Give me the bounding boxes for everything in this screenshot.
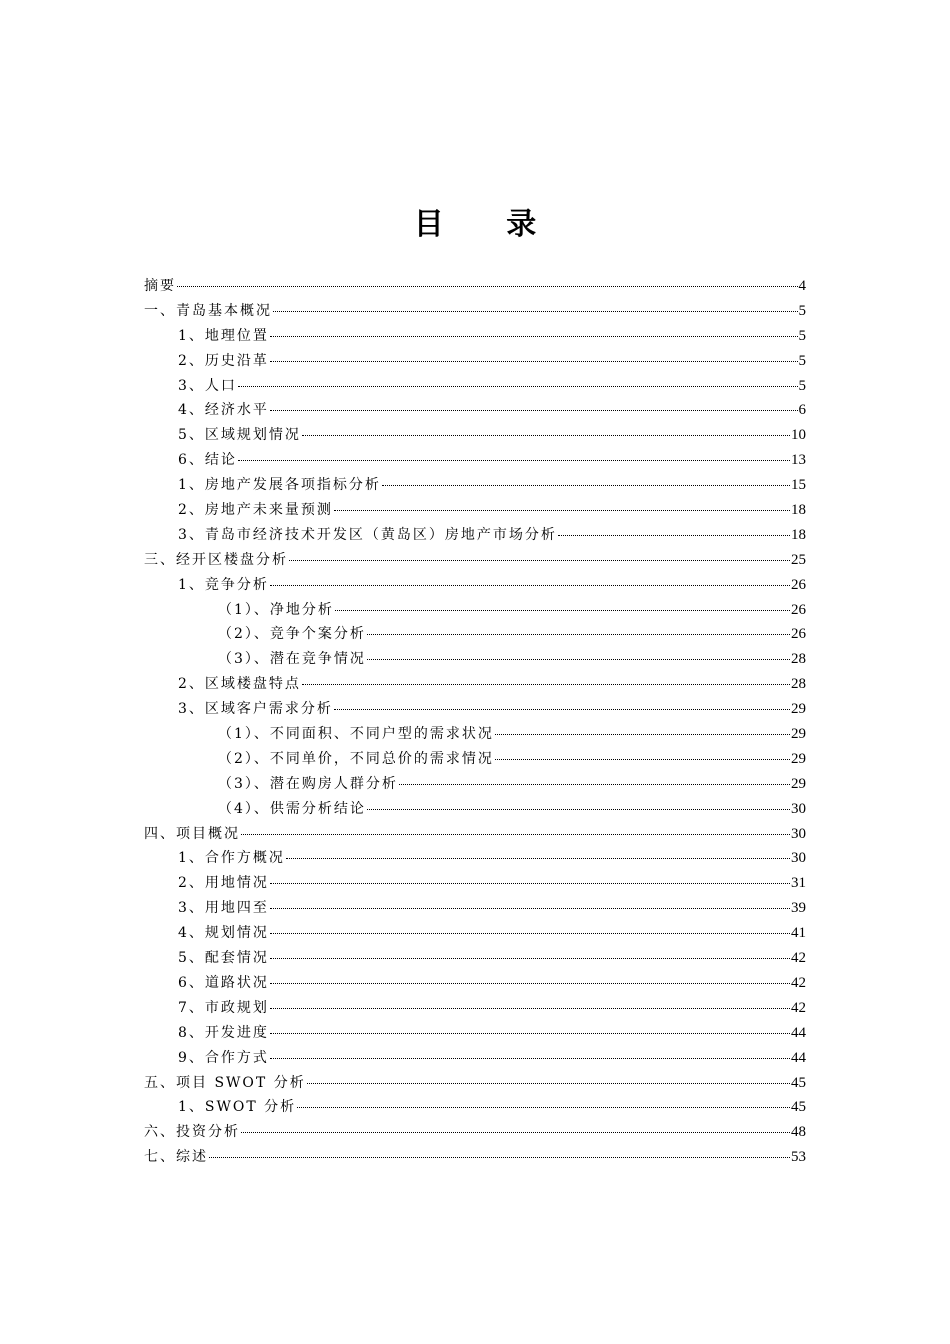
- dot-leader: [334, 709, 790, 710]
- dot-leader: [286, 858, 790, 859]
- toc-entry-page-number: 28: [791, 676, 806, 693]
- dot-leader: [270, 908, 790, 909]
- toc-entry[interactable]: [144, 573, 806, 598]
- toc-entry-label: （3）、潜在购房人群分析: [218, 775, 398, 792]
- toc-entry-label: 2、区域楼盘特点: [178, 676, 301, 693]
- toc-entry-label: （2）、竞争个案分析: [218, 626, 366, 643]
- toc-entry[interactable]: [144, 996, 806, 1021]
- table-of-contents: [144, 274, 806, 1170]
- toc-entry-page-number: 26: [791, 601, 806, 618]
- toc-entry-label: 4、经济水平: [178, 402, 269, 419]
- toc-entry-page-number: 6: [798, 402, 806, 419]
- toc-entry[interactable]: [144, 523, 806, 548]
- toc-entry-page-number: 13: [791, 452, 806, 469]
- toc-entry-page-number: 26: [791, 626, 806, 643]
- toc-entry-label: 6、结论: [178, 452, 237, 469]
- dot-leader: [270, 1058, 790, 1059]
- toc-entry-label: 7、市政规划: [178, 999, 269, 1016]
- toc-entry-page-number: 53: [791, 1149, 806, 1166]
- toc-entry[interactable]: [144, 722, 806, 747]
- toc-entry-label: 六、投资分析: [144, 1124, 240, 1141]
- toc-entry[interactable]: [144, 598, 806, 623]
- toc-entry-label: 6、道路状况: [178, 974, 269, 991]
- toc-entry-label: 1、地理位置: [178, 327, 269, 344]
- toc-entry[interactable]: [144, 846, 806, 871]
- dot-leader: [273, 311, 798, 312]
- toc-entry-label: 4、规划情况: [178, 925, 269, 942]
- dot-leader: [334, 510, 790, 511]
- toc-entry-label: 3、用地四至: [178, 900, 269, 917]
- toc-entry-label: 1、房地产发展各项指标分析: [178, 477, 381, 494]
- toc-entry-page-number: 29: [791, 701, 806, 718]
- toc-entry-label: 1、竞争分析: [178, 576, 269, 593]
- toc-entry-page-number: 10: [791, 427, 806, 444]
- toc-entry[interactable]: [144, 772, 806, 797]
- toc-entry-page-number: 5: [798, 377, 806, 394]
- dot-leader: [270, 410, 798, 411]
- toc-entry-page-number: 39: [791, 900, 806, 917]
- toc-entry-page-number: 26: [791, 576, 806, 593]
- dot-leader: [367, 634, 790, 635]
- toc-entry[interactable]: [144, 672, 806, 697]
- toc-entry[interactable]: [144, 747, 806, 772]
- dot-leader: [241, 1132, 790, 1133]
- toc-entry-page-number: 15: [791, 477, 806, 494]
- dot-leader: [367, 659, 790, 660]
- toc-entry[interactable]: [144, 871, 806, 896]
- toc-entry-page-number: 45: [791, 1074, 806, 1091]
- toc-entry[interactable]: [144, 274, 806, 299]
- dot-leader: [270, 361, 798, 362]
- toc-entry-label: 3、区域客户需求分析: [178, 701, 333, 718]
- dot-leader: [270, 883, 790, 884]
- toc-entry-page-number: 29: [791, 750, 806, 767]
- toc-entry[interactable]: [144, 971, 806, 996]
- dot-leader: [270, 1033, 790, 1034]
- dot-leader: [495, 734, 790, 735]
- toc-entry-label: （4）、供需分析结论: [218, 800, 366, 817]
- toc-entry-page-number: 42: [791, 950, 806, 967]
- toc-entry-page-number: 25: [791, 551, 806, 568]
- toc-entry[interactable]: [144, 448, 806, 473]
- toc-entry-page-number: 29: [791, 775, 806, 792]
- toc-entry-label: 3、人口: [178, 377, 237, 394]
- dot-leader: [238, 460, 790, 461]
- dot-leader: [270, 933, 790, 934]
- dot-leader: [558, 535, 790, 536]
- toc-entry-page-number: 48: [791, 1124, 806, 1141]
- toc-entry[interactable]: [144, 1021, 806, 1046]
- toc-entry[interactable]: [144, 822, 806, 847]
- toc-entry-label: 9、合作方式: [178, 1049, 269, 1066]
- toc-entry[interactable]: [144, 921, 806, 946]
- toc-entry-label: 1、合作方概况: [178, 850, 285, 867]
- dot-leader: [270, 1008, 790, 1009]
- toc-entry-label: 1、SWOT 分析: [178, 1099, 297, 1116]
- toc-entry-label: 四、项目概况: [144, 825, 240, 842]
- toc-entry-page-number: 4: [798, 278, 806, 294]
- dot-leader: [399, 784, 790, 785]
- toc-entry[interactable]: [144, 896, 806, 921]
- toc-entry[interactable]: [144, 946, 806, 971]
- toc-entry-page-number: 5: [798, 327, 806, 344]
- toc-entry-label: 3、青岛市经济技术开发区（黄岛区）房地产市场分析: [178, 526, 557, 543]
- toc-entry-page-number: 44: [791, 1049, 806, 1066]
- toc-entry-label: 五、项目 SWOT 分析: [144, 1074, 306, 1091]
- toc-entry-page-number: 41: [791, 925, 806, 942]
- toc-entry-page-number: 30: [791, 800, 806, 817]
- toc-entry-page-number: 31: [791, 875, 806, 892]
- page-title: 目 录: [413, 207, 563, 242]
- toc-entry-page-number: 42: [791, 974, 806, 991]
- toc-entry-page-number: 28: [791, 651, 806, 668]
- dot-leader: [367, 809, 790, 810]
- toc-entry-page-number: 44: [791, 1024, 806, 1041]
- toc-entry[interactable]: [144, 697, 806, 722]
- dot-leader: [382, 485, 790, 486]
- toc-entry[interactable]: [144, 1046, 806, 1071]
- toc-entry[interactable]: [144, 548, 806, 573]
- toc-entry-label: 三、经开区楼盘分析: [144, 551, 288, 568]
- toc-entry[interactable]: [144, 1145, 806, 1170]
- dot-leader: [270, 958, 790, 959]
- toc-entry-page-number: 30: [791, 850, 806, 867]
- toc-entry-page-number: 42: [791, 999, 806, 1016]
- toc-entry[interactable]: [144, 1095, 806, 1120]
- dot-leader: [177, 286, 798, 287]
- toc-entry[interactable]: [144, 622, 806, 647]
- dot-leader: [297, 1107, 790, 1108]
- toc-entry[interactable]: [144, 423, 806, 448]
- toc-entry-label: 5、区域规划情况: [178, 427, 301, 444]
- toc-entry[interactable]: [144, 349, 806, 374]
- toc-entry[interactable]: [144, 299, 806, 324]
- toc-entry-page-number: 30: [791, 825, 806, 842]
- toc-entry-label: 2、历史沿革: [178, 352, 269, 369]
- dot-leader: [302, 435, 790, 436]
- toc-entry-page-number: 29: [791, 726, 806, 743]
- toc-entry-label: （1）、不同面积、不同户型的需求状况: [218, 726, 494, 743]
- dot-leader: [238, 386, 798, 387]
- dot-leader: [241, 834, 790, 835]
- dot-leader: [302, 684, 790, 685]
- toc-entry-page-number: 5: [798, 352, 806, 369]
- toc-entry[interactable]: [144, 1071, 806, 1096]
- toc-entry-page-number: 45: [791, 1099, 806, 1116]
- toc-entry[interactable]: [144, 797, 806, 822]
- toc-entry[interactable]: [144, 374, 806, 399]
- toc-entry-page-number: 18: [791, 526, 806, 543]
- dot-leader: [289, 560, 790, 561]
- toc-entry-label: 8、开发进度: [178, 1024, 269, 1041]
- toc-entry-label: 2、用地情况: [178, 875, 269, 892]
- toc-entry-label: （2）、不同单价，不同总价的需求情况: [218, 750, 494, 767]
- toc-entry-label: （1）、净地分析: [218, 601, 334, 618]
- toc-entry-page-number: 18: [791, 502, 806, 519]
- dot-leader: [270, 336, 798, 337]
- dot-leader: [335, 610, 790, 611]
- toc-entry-label: 摘要: [144, 278, 176, 294]
- toc-entry-label: （3）、潜在竞争情况: [218, 651, 366, 668]
- toc-entry[interactable]: [144, 473, 806, 498]
- dot-leader: [495, 759, 790, 760]
- toc-entry-page-number: 5: [798, 302, 806, 319]
- dot-leader: [270, 983, 790, 984]
- toc-entry-label: 5、配套情况: [178, 950, 269, 967]
- dot-leader: [270, 585, 790, 586]
- toc-entry[interactable]: [144, 647, 806, 672]
- toc-entry[interactable]: [144, 398, 806, 423]
- toc-entry[interactable]: [144, 498, 806, 523]
- toc-entry-label: 一、青岛基本概况: [144, 302, 272, 319]
- toc-entry[interactable]: [144, 324, 806, 349]
- toc-entry[interactable]: [144, 1120, 806, 1145]
- dot-leader: [209, 1157, 790, 1158]
- toc-entry-label: 七、综述: [144, 1149, 208, 1166]
- dot-leader: [307, 1083, 790, 1084]
- toc-entry-label: 2、房地产未来量预测: [178, 502, 333, 519]
